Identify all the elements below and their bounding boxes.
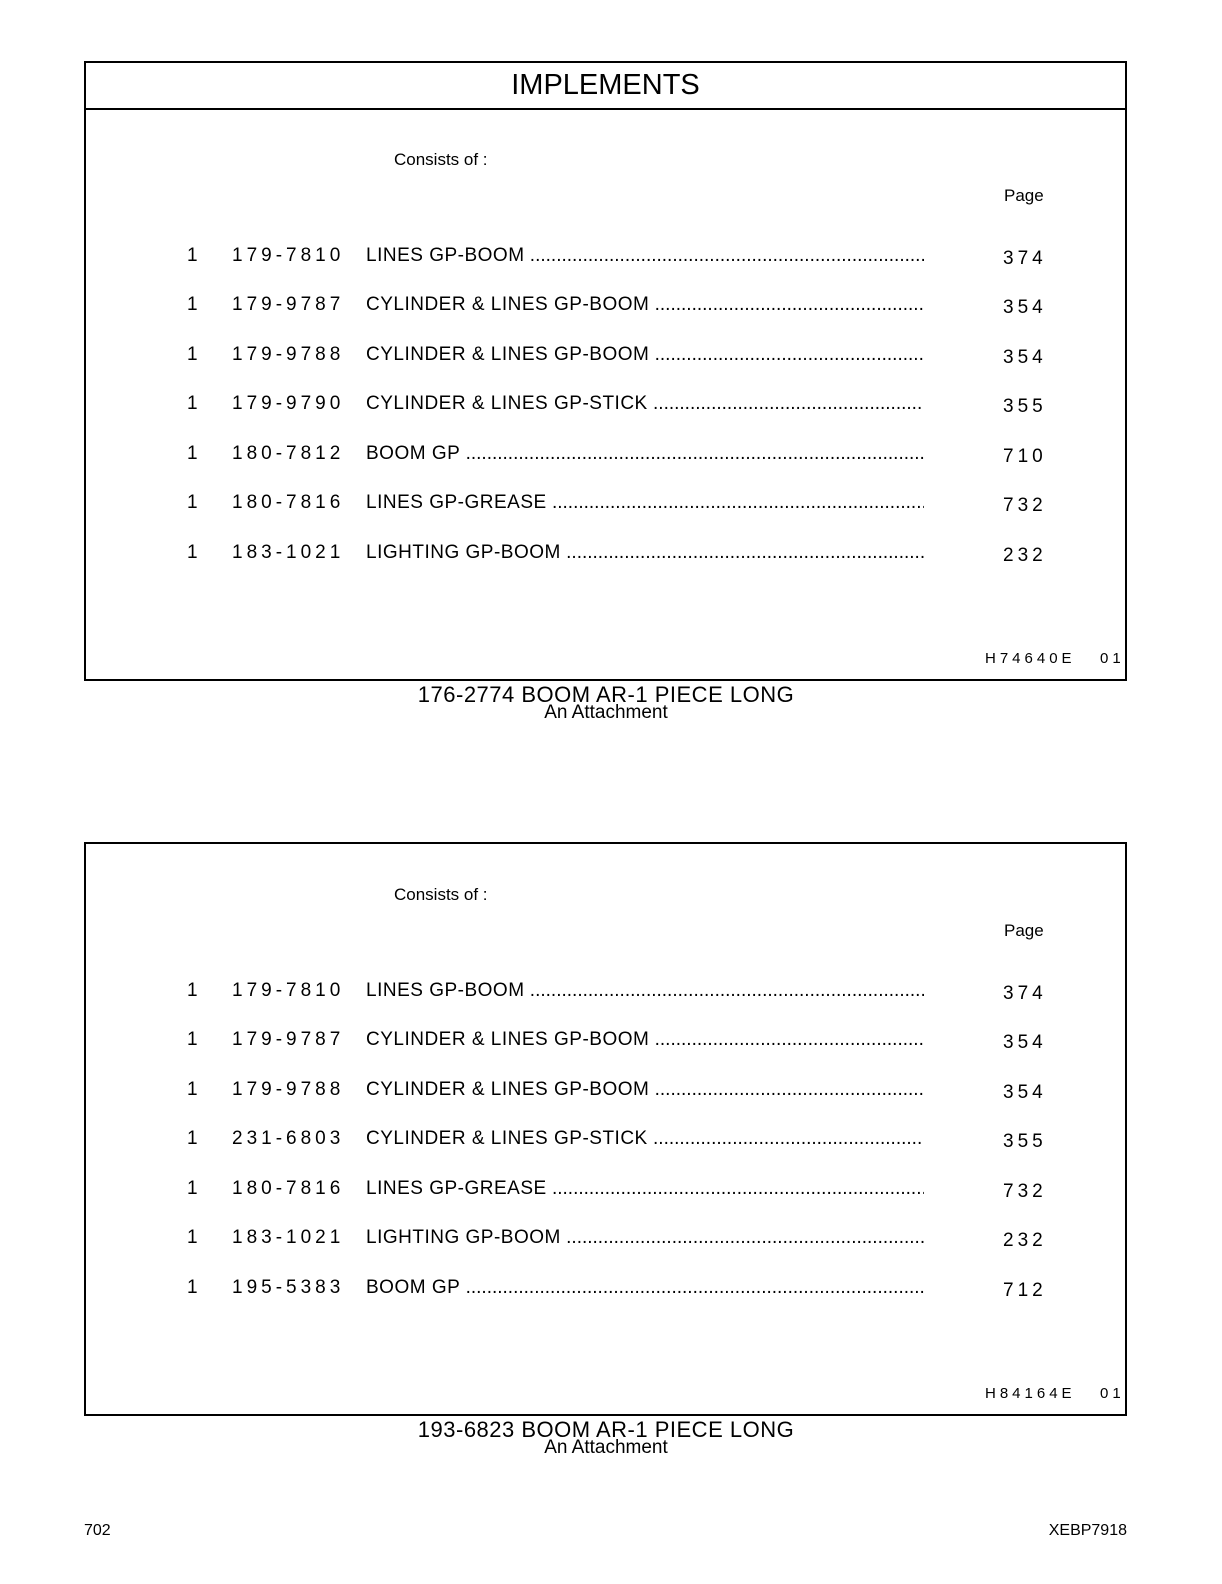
attachment-name: 193-6823 BOOM AR-1 PIECE LONG [417, 1417, 795, 1442]
row-description: CYLINDER & LINES GP-STICK ..... [366, 393, 924, 415]
parts-row [86, 1029, 1125, 1059]
row-part-number: 183-1021 [232, 1227, 345, 1248]
row-description: LIGHTING GP-BOOM ..... [366, 1227, 924, 1249]
row-description: LINES GP-BOOM ..... [366, 980, 924, 1002]
row-description: BOOM GP ..... [366, 1277, 924, 1299]
row-qty: 1 [187, 492, 198, 513]
row-page: 732 [1003, 495, 1047, 516]
row-part-number: 180-7816 [232, 1178, 345, 1199]
row-part-number: 179-9787 [232, 294, 345, 315]
attachment-name: 176-2774 BOOM AR-1 PIECE LONG [417, 682, 795, 707]
row-qty: 1 [187, 1029, 198, 1050]
row-page: 355 [1003, 1131, 1047, 1152]
row-qty: 1 [187, 344, 198, 365]
row-qty: 1 [187, 1178, 198, 1199]
row-part-number: 179-9790 [232, 393, 345, 414]
consists-of-label: Consists of : [394, 885, 488, 904]
parts-row [86, 443, 1125, 473]
row-page: 374 [1003, 983, 1047, 1004]
row-description: CYLINDER & LINES GP-STICK ..... [366, 1128, 924, 1150]
row-part-number: 180-7816 [232, 492, 345, 513]
row-description: LINES GP-GREASE ..... [366, 1178, 924, 1200]
row-part-number: 195-5383 [232, 1277, 345, 1298]
row-description: CYLINDER & LINES GP-BOOM ..... [366, 1029, 924, 1051]
row-description: CYLINDER & LINES GP-BOOM ..... [366, 344, 924, 366]
row-part-number: 179-7810 [232, 980, 345, 1001]
parts-panel-1 [84, 61, 1127, 681]
parts-row [86, 980, 1125, 1010]
row-part-number: 179-7810 [232, 245, 345, 266]
row-page: 710 [1003, 446, 1047, 467]
page-column-header: Page [1004, 921, 1044, 940]
parts-row [86, 1178, 1125, 1208]
row-page: 732 [1003, 1181, 1047, 1202]
footer-document-id: XEBP7918 [1048, 1522, 1127, 1539]
row-qty: 1 [187, 245, 198, 266]
row-page: 232 [1003, 1230, 1047, 1251]
attachment-caption-2 [0, 1417, 1212, 1459]
parts-row [86, 542, 1125, 572]
attachment-caption-1 [0, 682, 1212, 724]
row-part-number: 180-7812 [232, 443, 345, 464]
row-qty: 1 [187, 1277, 198, 1298]
parts-panel-2 [84, 842, 1127, 1416]
parts-row [86, 1277, 1125, 1307]
row-description: LINES GP-BOOM ..... [366, 245, 924, 267]
row-qty: 1 [187, 980, 198, 1001]
parts-row [86, 492, 1125, 522]
parts-row [86, 1128, 1125, 1158]
row-part-number: 179-9787 [232, 1029, 345, 1050]
row-qty: 1 [187, 294, 198, 315]
row-qty: 1 [187, 393, 198, 414]
row-page: 232 [1003, 545, 1047, 566]
illustration-code: H74640E 01 [985, 650, 1125, 667]
attachment-subtitle: An Attachment [544, 1437, 668, 1458]
parts-row [86, 1079, 1125, 1109]
row-description: LIGHTING GP-BOOM ..... [366, 542, 924, 564]
parts-row [86, 344, 1125, 374]
page-column-header: Page [1004, 186, 1044, 205]
parts-row [86, 245, 1125, 275]
footer-page-number: 702 [84, 1522, 111, 1539]
parts-row [86, 294, 1125, 324]
consists-of-label: Consists of : [394, 150, 488, 169]
row-qty: 1 [187, 1079, 198, 1100]
row-part-number: 179-9788 [232, 344, 345, 365]
parts-row [86, 1227, 1125, 1257]
row-page: 354 [1003, 297, 1047, 318]
row-part-number: 231-6803 [232, 1128, 345, 1149]
row-page: 354 [1003, 1032, 1047, 1053]
attachment-subtitle: An Attachment [544, 702, 668, 723]
row-description: BOOM GP ..... [366, 443, 924, 465]
row-part-number: 183-1021 [232, 542, 345, 563]
parts-row [86, 393, 1125, 423]
row-part-number: 179-9788 [232, 1079, 345, 1100]
row-page: 354 [1003, 347, 1047, 368]
row-qty: 1 [187, 1227, 198, 1248]
row-description: LINES GP-GREASE ..... [366, 492, 924, 514]
row-qty: 1 [187, 443, 198, 464]
row-qty: 1 [187, 1128, 198, 1149]
row-description: CYLINDER & LINES GP-BOOM ..... [366, 294, 924, 316]
row-page: 354 [1003, 1082, 1047, 1103]
row-qty: 1 [187, 542, 198, 563]
illustration-code: H84164E 01 [985, 1385, 1125, 1402]
row-description: CYLINDER & LINES GP-BOOM ..... [366, 1079, 924, 1101]
row-page: 712 [1003, 1280, 1047, 1301]
section-title: IMPLEMENTS [86, 63, 1125, 110]
row-page: 374 [1003, 248, 1047, 269]
row-page: 355 [1003, 396, 1047, 417]
